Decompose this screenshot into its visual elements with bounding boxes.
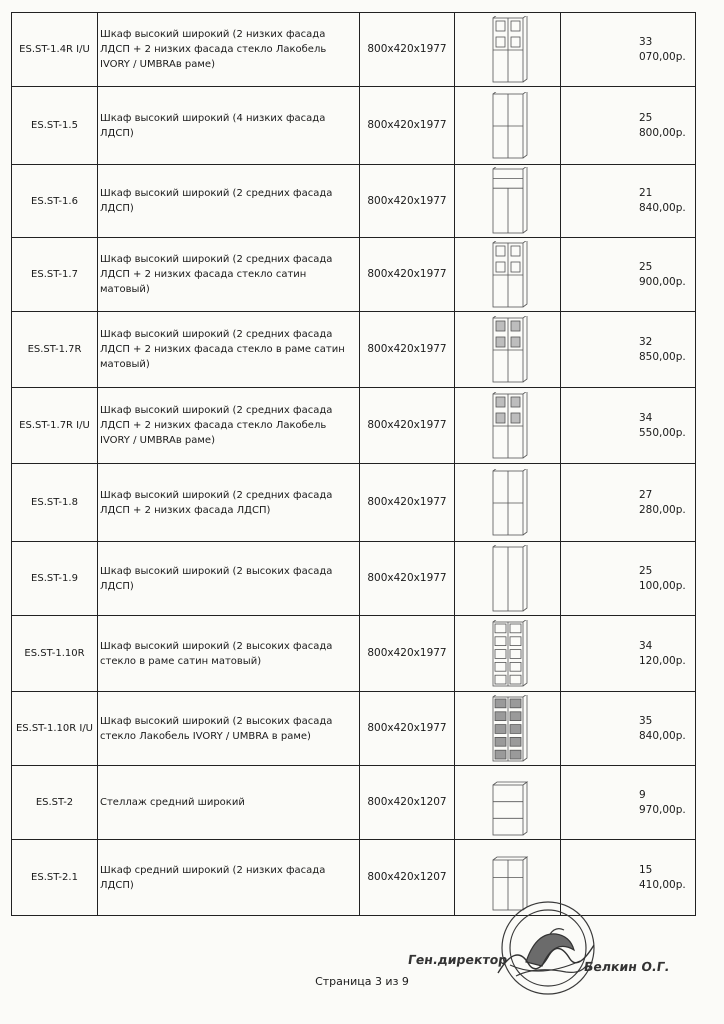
product-image-cell xyxy=(455,312,561,388)
product-image-cell xyxy=(455,616,561,692)
cabinet-four-doors-icon xyxy=(457,92,558,160)
table-row xyxy=(12,238,696,312)
signature-name: Белкин О.Г. xyxy=(582,959,671,974)
article-code: ES.ST-2 xyxy=(12,766,98,840)
table-row xyxy=(12,766,696,840)
product-image-cell xyxy=(455,238,561,312)
article-code: ES.ST-1.5 xyxy=(12,87,98,165)
price-table xyxy=(11,12,696,916)
product-price: 33 070,00р. xyxy=(561,13,696,87)
signature-title: Ген.директор xyxy=(406,952,509,967)
product-price: 34 120,00р. xyxy=(561,616,696,692)
article-code: ES.ST-1.7R xyxy=(12,312,98,388)
product-price: 34 550,00р. xyxy=(561,388,696,464)
product-description: Шкаф высокий широкий (2 средних фасада ЛДСП) xyxy=(98,165,360,238)
table-row xyxy=(12,464,696,542)
product-image-cell xyxy=(455,692,561,766)
article-code: ES.ST-1.9 xyxy=(12,542,98,616)
product-description: Шкаф высокий широкий (4 низких фасада ЛДСП) xyxy=(98,87,360,165)
product-image-cell xyxy=(455,542,561,616)
product-price: 21 840,00р. xyxy=(561,165,696,238)
product-description: Шкаф средний широкий (2 низких фасада ЛДСП) xyxy=(98,840,360,916)
product-image-cell xyxy=(455,87,561,165)
shelf-open-icon xyxy=(457,769,558,837)
product-image-cell xyxy=(455,165,561,238)
article-code: ES.ST-2.1 xyxy=(12,840,98,916)
product-price: 27 280,00р. xyxy=(561,464,696,542)
cabinet-full-glass-dark-icon xyxy=(457,695,558,763)
article-code: ES.ST-1.8 xyxy=(12,464,98,542)
product-dimensions: 800x420x1977 xyxy=(360,238,455,312)
product-description: Стеллаж средний широкий xyxy=(98,766,360,840)
cabinet-full-glass-icon xyxy=(457,620,558,688)
article-code: ES.ST-1.10R I/U xyxy=(12,692,98,766)
product-dimensions: 800x420x1977 xyxy=(360,165,455,238)
product-dimensions: 800x420x1977 xyxy=(360,312,455,388)
table-row xyxy=(12,312,696,388)
product-dimensions: 800x420x1977 xyxy=(360,464,455,542)
table-row xyxy=(12,13,696,87)
article-code: ES.ST-1.7 xyxy=(12,238,98,312)
product-dimensions: 800x420x1977 xyxy=(360,87,455,165)
article-code: ES.ST-1.7R I/U xyxy=(12,388,98,464)
product-dimensions: 800x420x1977 xyxy=(360,388,455,464)
product-image-cell xyxy=(455,13,561,87)
table-row xyxy=(12,542,696,616)
product-dimensions: 800x420x1207 xyxy=(360,766,455,840)
cabinet-glass-frame-icon xyxy=(457,392,558,460)
table-row xyxy=(12,87,696,165)
product-price: 9 970,00р. xyxy=(561,766,696,840)
cabinet-four-doors-icon xyxy=(457,469,558,537)
product-description: Шкаф высокий широкий (2 средних фасада ЛДСП + 2 низких фасада стекло Лакобель IVORY / UMBRAв раме) xyxy=(98,388,360,464)
product-price: 35 840,00р. xyxy=(561,692,696,766)
table-row xyxy=(12,692,696,766)
product-dimensions: 800x420x1977 xyxy=(360,542,455,616)
page-number: Страница 3 из 9 xyxy=(315,975,409,988)
product-description: Шкаф высокий широкий (2 высоких фасада стекло Лакобель IVORY / UMBRA в раме) xyxy=(98,692,360,766)
product-description: Шкаф высокий широкий (2 низких фасада ЛДСП + 2 низких фасада стекло Лакобель IVORY / UMBRAв раме) xyxy=(98,13,360,87)
product-price: 25 900,00р. xyxy=(561,238,696,312)
cabinet-open-top-icon xyxy=(457,167,558,235)
table-row xyxy=(12,388,696,464)
product-image-cell xyxy=(455,464,561,542)
cabinet-glass-top-icon xyxy=(457,241,558,309)
product-price: 25 800,00р. xyxy=(561,87,696,165)
product-price: 15 410,00р. xyxy=(561,840,696,916)
table-row xyxy=(12,616,696,692)
product-price: 32 850,00р. xyxy=(561,312,696,388)
product-description: Шкаф высокий широкий (2 средних фасада ЛДСП + 2 низких фасада ЛДСП) xyxy=(98,464,360,542)
product-image-cell xyxy=(455,388,561,464)
article-code: ES.ST-1.10R xyxy=(12,616,98,692)
product-image-cell xyxy=(455,766,561,840)
product-dimensions: 800x420x1977 xyxy=(360,13,455,87)
cabinet-glass-frame-icon xyxy=(457,316,558,384)
product-description: Шкаф высокий широкий (2 высоких фасада ЛДСП) xyxy=(98,542,360,616)
product-description: Шкаф высокий широкий (2 средних фасада ЛДСП + 2 низких фасада стекло в раме сатин матовый) xyxy=(98,312,360,388)
product-dimensions: 800x420x1977 xyxy=(360,616,455,692)
product-price: 25 100,00р. xyxy=(561,542,696,616)
cabinet-glass-top-icon xyxy=(457,16,558,84)
product-description: Шкаф высокий широкий (2 высоких фасада стекло в раме сатин матовый) xyxy=(98,616,360,692)
product-dimensions: 800x420x1207 xyxy=(360,840,455,916)
cabinet-two-doors-icon xyxy=(457,545,558,613)
product-dimensions: 800x420x1977 xyxy=(360,692,455,766)
product-description: Шкаф высокий широкий (2 средних фасада ЛДСП + 2 низких фасада стекло сатин матовый) xyxy=(98,238,360,312)
article-code: ES.ST-1.4R I/U xyxy=(12,13,98,87)
table-row xyxy=(12,165,696,238)
article-code: ES.ST-1.6 xyxy=(12,165,98,238)
